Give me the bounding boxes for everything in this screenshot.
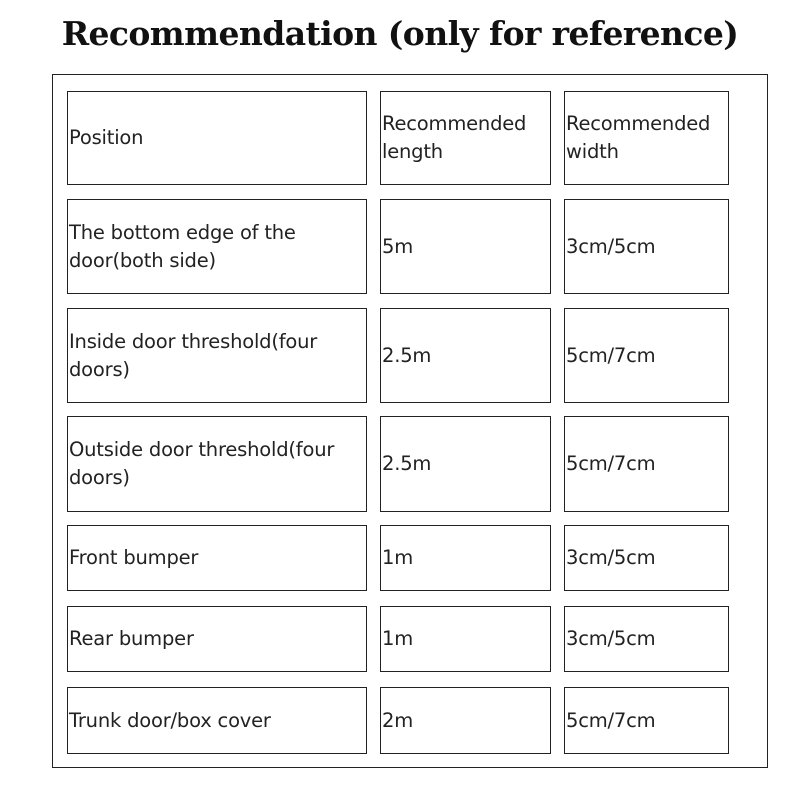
table-row-6-length: [380, 687, 551, 754]
table-row-5-position: [67, 606, 367, 672]
header-position-label: Position: [69, 126, 144, 149]
table-row-4-length: [380, 525, 551, 591]
row-5-width-text: 3cm/5cm: [566, 627, 656, 650]
row-2-position-text: Inside door threshold(four doors): [69, 329, 318, 381]
page-title: Recommendation (only for reference): [61, 14, 739, 53]
table-row-5-width: [564, 606, 729, 672]
row-2-length-text: 2.5m: [382, 343, 432, 367]
row-3-width-text: 5cm/7cm: [566, 452, 656, 475]
table-row-5-length: [380, 606, 551, 672]
table-row-6-width: [564, 687, 729, 754]
row-5-position-text: Rear bumper: [69, 627, 194, 650]
header-position: [67, 91, 367, 185]
row-6-length-text: 2m: [382, 708, 414, 732]
table-row-4-width: [564, 525, 729, 591]
row-6-position-text: Trunk door/box cover: [69, 708, 271, 732]
row-4-length-text: 1m: [382, 546, 414, 569]
row-4-width-text: 3cm/5cm: [566, 546, 656, 569]
table-row-3-width: [564, 416, 729, 512]
row-1-width-text: 3cm/5cm: [566, 234, 656, 258]
table-row-6-position: [67, 687, 367, 754]
table-row-1-width: [564, 199, 729, 294]
table-row-1-position: [67, 199, 367, 294]
header-length: [380, 91, 551, 185]
row-1-position-text: The bottom edge of the door(both side): [69, 220, 296, 272]
row-3-position-text: Outside door threshold(four doors): [69, 438, 335, 489]
row-4-position-text: Front bumper: [69, 546, 199, 569]
row-6-width-text: 5cm/7cm: [566, 708, 656, 732]
table-row-2-position: [67, 308, 367, 403]
row-2-width-text: 5cm/7cm: [566, 343, 656, 367]
header-width-label: Recommended width: [566, 112, 711, 163]
table-row-4-position: [67, 525, 367, 591]
table-row-1-length: [380, 199, 551, 294]
row-5-length-text: 1m: [382, 627, 414, 650]
header-width: [564, 91, 729, 185]
table-row-2-length: [380, 308, 551, 403]
table-row-3-length: [380, 416, 551, 512]
row-3-length-text: 2.5m: [382, 452, 432, 475]
header-length-label: Recommended length: [382, 112, 527, 163]
row-1-length-text: 5m: [382, 234, 414, 258]
table-row-2-width: [564, 308, 729, 403]
table-row-3-position: [67, 416, 367, 512]
